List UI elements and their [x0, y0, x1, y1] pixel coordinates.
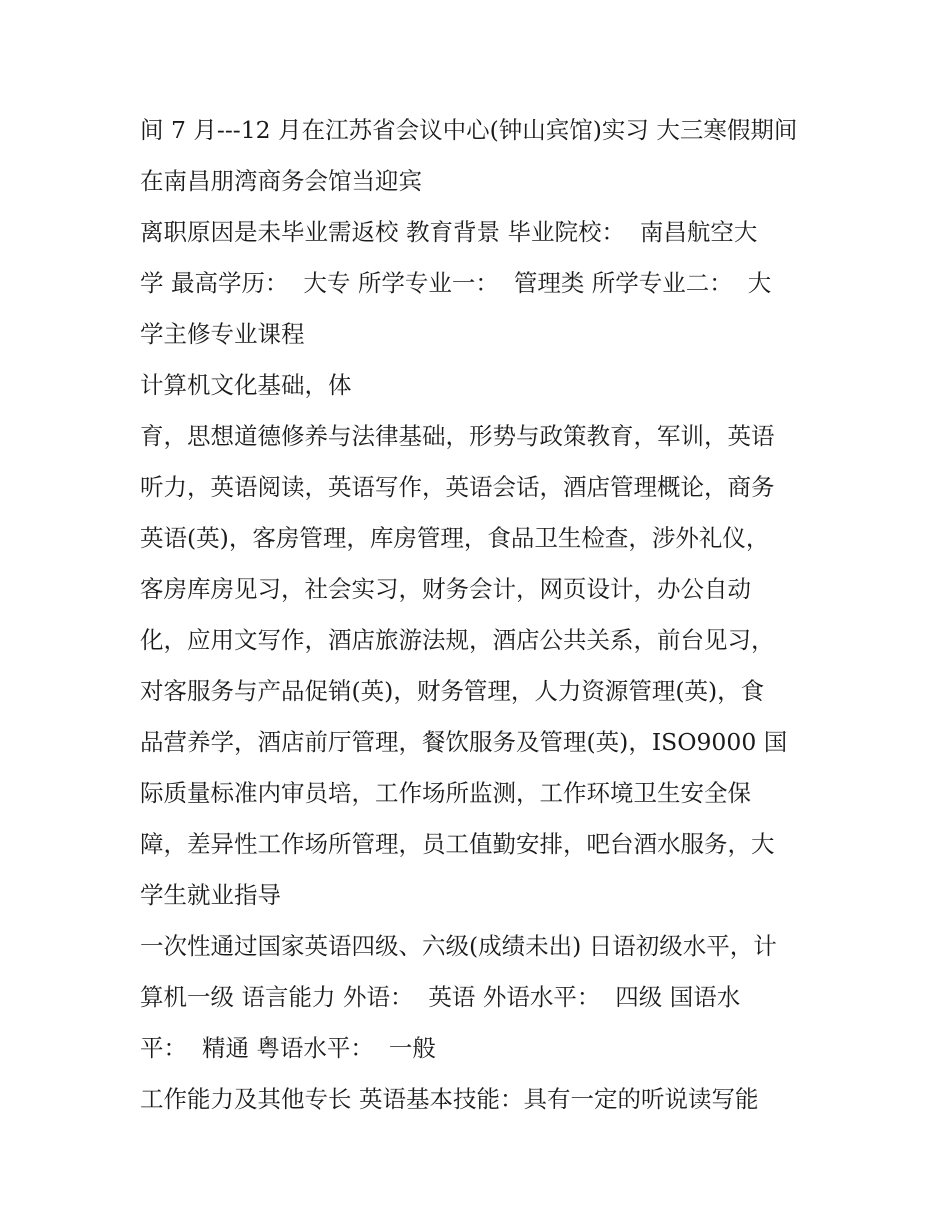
text-line: 际质量标准内审员培，工作场所监测，工作环境卫生安全保 — [140, 779, 751, 807]
document-body — [140, 105, 820, 1125]
text-line: 工作能力及其他专长 英语基本技能：具有一定的听说读写能 — [140, 1085, 759, 1113]
text-line: 离职原因是未毕业需返校 教育背景 毕业院校： 南昌航空大 — [140, 218, 758, 246]
text-line: 平： 精通 粤语水平： 一般 — [140, 1034, 436, 1062]
text-line: 对客服务与产品促销(英)，财务管理，人力资源管理(英)，食 — [140, 677, 765, 705]
text-line: 英语(英)，客房管理，库房管理，食品卫生检查，涉外礼仪， — [140, 524, 770, 552]
text-line: 化，应用文写作，酒店旅游法规，酒店公共关系，前台见习， — [140, 626, 775, 654]
text-line: 在南昌朋湾商务会馆当迎宾 — [140, 167, 422, 195]
text-line: 学主修专业课程 — [140, 320, 305, 348]
text-line: 客房库房见习，社会实习，财务会计，网页设计，办公自动 — [140, 575, 751, 603]
text-line: 品营养学，酒店前厅管理，餐饮服务及管理(英)，ISO9000 国 — [140, 728, 788, 756]
text-line: 间 7 月---12 月在江苏省会议中心(钟山宾馆)实习 大三寒假期间 — [140, 116, 798, 144]
text-line: 学 最高学历： 大专 所学专业一： 管理类 所学专业二： 大 — [140, 269, 772, 297]
text-line: 听力，英语阅读，英语写作，英语会话，酒店管理概论，商务 — [140, 473, 775, 501]
text-line: 算机一级 语言能力 外语： 英语 外语水平： 四级 国语水 — [140, 983, 741, 1011]
text-line: 一次性通过国家英语四级、六级(成绩未出) 日语初级水平，计 — [140, 932, 777, 960]
text-line: 障，差异性工作场所管理，员工值勤安排，吧台酒水服务，大 — [140, 830, 775, 858]
text-line: 计算机文化基础，体 — [140, 371, 352, 399]
text-line: 育，思想道德修养与法律基础，形势与政策教育，军训，英语 — [140, 422, 775, 450]
text-line: 学生就业指导 — [140, 881, 281, 909]
